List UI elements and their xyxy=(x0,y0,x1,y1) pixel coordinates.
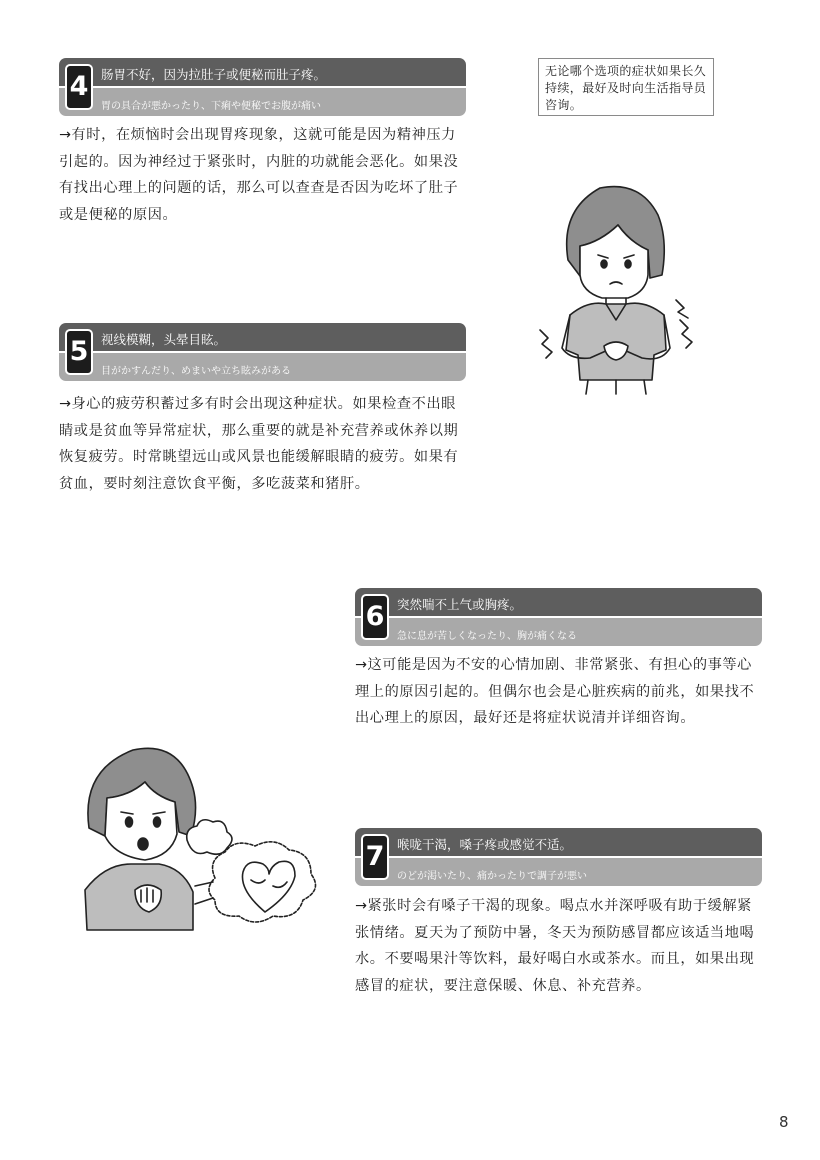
symptom-title-jp: 急に息が苦しくなったり、胸が痛くなる xyxy=(397,631,577,642)
symptom-title-cn: 肠胃不好，因为拉肚子或便秘而肚子疼。 xyxy=(101,67,327,82)
page-number: 8 xyxy=(779,1113,789,1131)
symptom-header-5 xyxy=(59,323,466,381)
symptom-body-5: →身心的疲劳积蓄过多有时会出现这种症状。如果检查不出眼睛或是贫血等异常症状，那么重要的就是补充营养或休养以期恢复疲劳。时常眺望远山或风景也能缓解眼睛的疲劳。如果有贫血，要时刻注意饮食平衡，多吃菠菜和猪肝。 xyxy=(59,396,459,492)
symptom-header-4 xyxy=(59,58,466,116)
symptom-body-7: →紧张时会有嗓子干渴的现象。喝点水并深呼吸有助于缓解紧张情绪。夏天为了预防中暑，冬天为预防感冒都应该适当地喝水。不要喝果汁等饮料，最好喝白水或茶水。而且，如果出现感冒的症状，要注意保暖、休息、补充营养。 xyxy=(355,898,755,994)
symptom-header-7 xyxy=(355,828,762,886)
symptom-title-cn: 喉咙干渴，嗓子疼或感觉不适。 xyxy=(397,837,573,852)
girl-stomachache-illustration xyxy=(530,180,700,395)
symptom-title-cn: 视线模糊，头晕目眩。 xyxy=(101,332,227,347)
symptom-title-cn: 突然喘不上气或胸疼。 xyxy=(397,597,523,612)
section-number: 7 xyxy=(361,834,389,880)
girl-chest-pain-illustration xyxy=(75,740,335,930)
section-number: 4 xyxy=(65,64,93,110)
symptom-title-jp: 目がかすんだり、めまいや立ち眩みがある xyxy=(101,366,291,377)
section-number: 6 xyxy=(361,594,389,640)
symptom-body-6: →这可能是因为不安的心情加剧、非常紧张、有担心的事等心理上的原因引起的。但偶尔也会是心脏疾病的前兆，如果找不出心理上的原因，最好还是将症状说清并详细咨询。 xyxy=(355,657,755,726)
advice-note-box: 无论哪个选项的症状如果长久持续，最好及时向生活指导员咨询。 xyxy=(538,58,714,116)
symptom-title-jp: のどが渇いたり、痛かったりで調子が悪い xyxy=(397,871,587,882)
symptom-body-4: →有时，在烦恼时会出现胃疼现象，这就可能是因为精神压力引起的。因为神经过于紧张时，内脏的功就能会恶化。如果没有找出心理上的问题的话，那么可以查查是否因为吃坏了肚子或是便秘的原因。 xyxy=(59,127,459,223)
symptom-title-jp: 胃の具合が悪かったり、下痢や便秘でお腹が痛い xyxy=(101,101,321,112)
section-number: 5 xyxy=(65,329,93,375)
symptom-header-6 xyxy=(355,588,762,646)
